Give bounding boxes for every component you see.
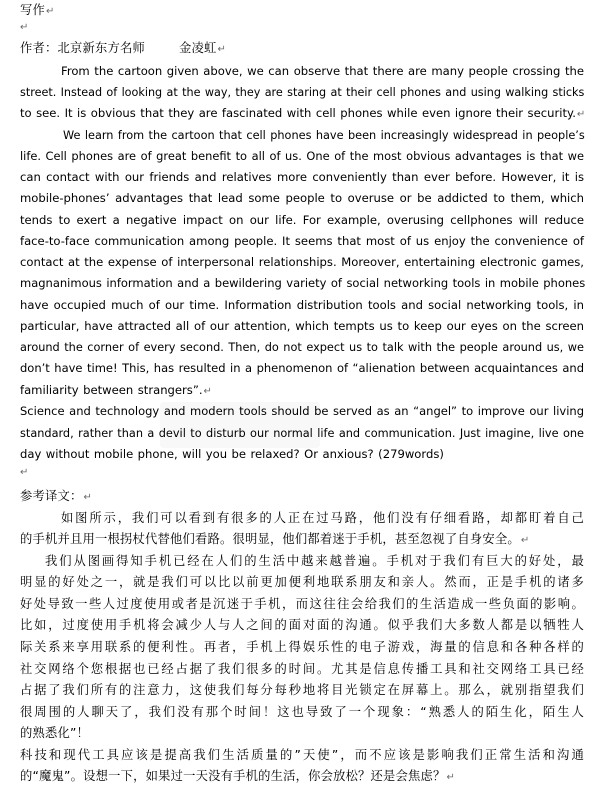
translation-line: 好处导致一些人过度使用或者是沉迷于手机，而这往往会给我们的生活造成一些负面的影响。 <box>20 597 584 611</box>
translation-label: 参考译文：↵ <box>20 489 93 503</box>
essay-line: We learn from the cartoon that cell phones have been increasingly widespread in people’s <box>63 129 585 142</box>
translation-line: 际关系来享用联系的便利性。再者，手机上得娱乐性的电子游戏，海量的信息和各种各样的 <box>20 640 584 654</box>
essay-line: standard, rather than a devil to disturb our normal life and communication. Just imagine, live one <box>20 427 584 440</box>
author-line: 作者：北京新东方名师 金凌虹↵ <box>20 41 227 55</box>
translation-line: 的“魔鬼”。设想一下，如果过一天没有手机的生活，你会放松？还是会焦虑？↵ <box>20 769 456 783</box>
document-title: 写作↵ <box>20 3 55 17</box>
author-label: 作者：北京新东方名师 <box>20 41 145 55</box>
essay-line: to see. It is obvious that they are fascinated with cell phones while even ignore their security.↵ <box>20 106 586 120</box>
essay-line: mobile-phones’ advantages that lead some people to overuse or be addicted to them, which <box>20 191 584 205</box>
translation-line: 如图所示，我们可以看到有很多的人正在过马路，他们没有仔细看路，却都盯着自己 <box>61 511 584 525</box>
translation-line: 占据了我们所有的注意力，这使我们每分每秒地将目光锁定在屏幕上。那么，就别指望我们 <box>20 683 584 697</box>
essay-line: Science and technology and modern tools should be served as an “angel” to improve our living <box>20 404 584 418</box>
essay-line: contact at the expense of interpersonal relationships. Moreover, entertaining electronic games, <box>20 255 584 269</box>
essay-line: particular, have attracted all of our attention, which tempts us to keep our eyes on the screen <box>20 319 584 333</box>
essay-line: have occupied much of our time. Information distribution tools and social networking tools, in <box>20 298 584 312</box>
essay-line: familiarity between strangers”.↵ <box>20 383 212 397</box>
empty-paragraph-mark: ↵ <box>20 22 29 33</box>
essay-line: life. Cell phones are of great benefit to all of us. One of the most obvious advantages is that we <box>20 149 584 163</box>
translation-line: 的熟悉化”！ <box>20 726 90 740</box>
translation-line: 的手机并且用一根拐杖代替他们看路。很明显，他们都着迷于手机，甚至忽视了自身安全。↵ <box>20 532 530 546</box>
essay-line: face-to-face communication among people. It seems that most of us enjoy the convenience of <box>20 234 584 248</box>
translation-line: 很周围的人聊天了，我们没有那个时间！这也导致了一个现象：“熟悉人的陌生化，陌生人 <box>20 705 584 719</box>
essay-line: street. Instead of looking at the way, they are staring at their cell phones and using walking sticks <box>20 86 585 99</box>
essay-line: magnanimous information and a bewildering variety of social networking tools in mobile phones <box>20 276 586 290</box>
empty-paragraph-mark: ↵ <box>20 467 29 478</box>
essay-line: day without mobile phone, will you be relaxed? Or anxious? (279words) <box>20 447 444 461</box>
essay-line: don’t have time! This, has resulted in a phenomenon of “alienation between acquaintances and <box>20 361 584 375</box>
essay-line: From the cartoon given above, we can observe that there are many people crossing the <box>61 64 584 78</box>
translation-line: 比如，过度使用手机将会减少人与人之间的面对面的沟通。似乎我们大多数人都是以牺牲人 <box>20 618 584 632</box>
translation-line: 明显的好处之一，就是我们可以比以前更加便利地联系朋友和亲人。然而，正是手机的诸多 <box>20 575 584 589</box>
translation-line: 我们从图画得知手机已经在人们的生活中越来越普遍。手机对于我们有巨大的好处，最 <box>45 554 584 568</box>
translation-line: 社交网络个您根据也已经占据了我们很多的时间。尤其是信息传播工具和社交网络工具已经 <box>20 662 584 676</box>
essay-line: tends to exert a negative impact on our life. For example, overusing cellphones will reduce <box>20 213 584 227</box>
essay-line: can contact with our friends and relatives more conveniently than ever before. However, it is <box>20 170 584 184</box>
author-name: 金凌虹 <box>178 41 217 55</box>
translation-line: 科技和现代工具应该是提高我们生活质量的”天使”，而不应该是影响我们正常生活和沟通 <box>20 748 584 762</box>
essay-line: around the corner of every second. Then, do not expect us to talk with the people around us, we <box>20 341 584 354</box>
